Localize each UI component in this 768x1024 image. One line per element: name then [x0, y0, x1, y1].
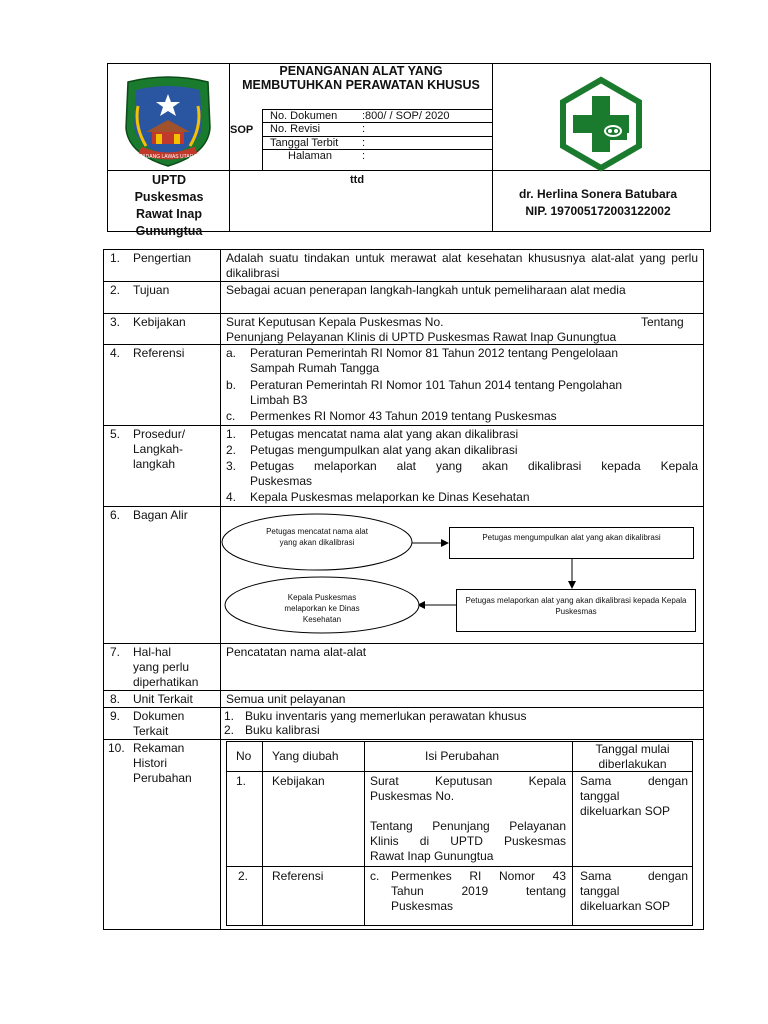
- unit-text: Semua unit pelayanan: [226, 692, 346, 706]
- history-row1-content-4: Klinis di UPTD Puskesmas: [370, 834, 566, 848]
- referensi-c-marker: c.: [226, 409, 236, 423]
- history-header-content: Isi Perubahan: [425, 749, 500, 763]
- prosedur-num: 5.: [110, 427, 121, 441]
- org-line-4: Gunungtua: [135, 224, 203, 238]
- referensi-c-line1: Permenkes RI Nomor 43 Tahun 2019 tentang Puskesmas: [250, 409, 557, 423]
- halhal-label-3: diperhatikan: [133, 675, 199, 689]
- prosedur-4-marker: 4.: [226, 490, 237, 504]
- history-row2-changed: Referensi: [272, 869, 324, 883]
- rekaman-label: [133, 741, 192, 786]
- halhal-label-2: yang perlu: [133, 660, 190, 674]
- revision-label: No. Revisi: [270, 123, 321, 135]
- rekaman-num: 10.: [108, 741, 125, 755]
- history-row1-date: [580, 774, 688, 819]
- ttd-label: ttd: [350, 174, 365, 186]
- tujuan-num: 2.: [110, 283, 121, 297]
- history-row1-no: 1.: [236, 774, 247, 788]
- doc-number-value: :800/ / SOP/ 2020: [362, 110, 450, 122]
- row-line-6: [103, 643, 704, 644]
- page-value: :: [362, 150, 366, 162]
- history-row2-date-3: dikeluarkan SOP: [580, 899, 671, 913]
- history-row1-changed: Kebijakan: [272, 774, 325, 788]
- org-line-2: Puskesmas: [134, 190, 204, 204]
- bagan-num: 6.: [110, 508, 121, 522]
- prosedur-3-text-2: Puskesmas: [250, 474, 313, 488]
- rekaman-label-3: Perubahan: [133, 771, 192, 785]
- bagan-label: Bagan Alir: [133, 508, 188, 522]
- prosedur-label-2: Langkah-: [133, 442, 184, 456]
- prosedur-label-3: langkah: [133, 457, 176, 471]
- kebijakan-text-b: Tentang: [641, 315, 684, 329]
- prosedur-2-text: Petugas mengumpulkan alat yang akan dikalibrasi: [250, 443, 518, 457]
- history-row1-date-3: dikeluarkan SOP: [580, 804, 671, 818]
- referensi-b-line1: Peraturan Pemerintah RI Nomor 101 Tahun 2014 tentang Pengolahan: [250, 378, 623, 392]
- halhal-text: Pencatatan nama alat-alat: [226, 645, 367, 659]
- history-row2-date-2: tanggal: [580, 884, 620, 898]
- org-name: [108, 172, 230, 240]
- history-vline-1: [262, 741, 263, 926]
- signer-name: dr. Herlina Sonera Batubara: [518, 187, 678, 201]
- header-meta-vline: [262, 109, 263, 170]
- history-row2-content-2: Tahun 2019 tentang: [391, 884, 566, 898]
- row-line-2: [103, 313, 704, 314]
- history-row1-content: [370, 774, 566, 864]
- kebijakan-num: 3.: [110, 315, 121, 329]
- kebijakan-text-a: Surat Keputusan Kepala Puskesmas No.: [226, 315, 444, 329]
- history-header-date-2: diberlakukan: [598, 757, 667, 771]
- pengertian-label: Pengertian: [133, 251, 192, 265]
- history-row1-content-3: Tentang Penunjang Pelayanan: [370, 819, 566, 833]
- flow-node-4: Kepala Puskesmas melaporkan ke Dinas Kesehatan: [284, 593, 360, 624]
- prosedur-label-1: Prosedur/: [133, 427, 186, 441]
- prosedur-1-text: Petugas mencatat nama alat yang akan dikalibrasi: [250, 427, 519, 441]
- tujuan-label: Tujuan: [133, 283, 170, 297]
- history-row2-date: [580, 869, 688, 914]
- referensi-a-line2: Sampah Rumah Tangga: [250, 361, 380, 375]
- history-header-date-1: Tanggal mulai: [595, 742, 670, 756]
- tujuan-text: Sebagai acuan penerapan langkah-langkah untuk pemeliharaan alat media: [226, 283, 626, 297]
- row-line-9: [103, 739, 704, 740]
- history-row2-date-1: Sama dengan: [580, 869, 688, 883]
- signature-block: [492, 186, 704, 220]
- history-hline-2: [226, 866, 693, 867]
- history-header-no: No: [236, 749, 252, 763]
- referensi-b-marker: b.: [226, 378, 237, 392]
- history-vline-2: [364, 741, 365, 926]
- referensi-b-line2: Limbah B3: [250, 393, 308, 407]
- dokumen-label-2: Terkait: [133, 724, 169, 738]
- unit-num: 8.: [110, 692, 121, 706]
- row-line-7: [103, 690, 704, 691]
- prosedur-3-text: Petugas melaporkan alat yang akan dikalibrasi kepada Kepala: [250, 459, 698, 473]
- prosedur-4-text: Kepala Puskesmas melaporkan ke Dinas Kesehatan: [250, 490, 530, 504]
- history-row1-date-1: Sama dengan: [580, 774, 688, 788]
- flow-node-2: Petugas mengumpulkan alat yang akan dikalibrasi: [449, 527, 694, 559]
- dokumen-num: 9.: [110, 709, 121, 723]
- doc-number-label: No. Dokumen: [270, 110, 338, 122]
- history-row2-content: [391, 869, 566, 914]
- prosedur-1-marker: 1.: [226, 427, 237, 441]
- rekaman-label-1: Rekaman: [133, 741, 185, 755]
- issue-date-label: Tanggal Terbit: [270, 137, 339, 149]
- kebijakan-text-c: Penunjang Pelayanan Klinis di UPTD Puskesmas Rawat Inap Gunungtua: [226, 330, 617, 344]
- halhal-label-1: Hal-hal: [133, 645, 172, 659]
- dokumen-2-marker: 2.: [224, 723, 235, 737]
- halhal-label: [133, 645, 198, 690]
- row-line-4: [103, 425, 704, 426]
- history-row1-content-1: Surat Keputusan Kepala: [370, 774, 566, 788]
- row-line-8: [103, 707, 704, 708]
- signer-nip: NIP. 197005172003122002: [525, 204, 671, 218]
- referensi-a-marker: a.: [226, 346, 237, 360]
- prosedur-2-marker: 2.: [226, 443, 237, 457]
- dokumen-label: [133, 709, 184, 739]
- halhal-num: 7.: [110, 645, 121, 659]
- referensi-label: Referensi: [133, 346, 185, 360]
- document-title: PENANGANAN ALAT YANG MEMBUTUHKAN PERAWATAN KHUSUS: [242, 64, 480, 92]
- history-row2-no: 2.: [238, 869, 249, 883]
- sop-label: SOP: [230, 124, 254, 136]
- history-row2-content-3: Puskesmas: [391, 899, 454, 913]
- history-row2-content-1: Permenkes RI Nomor 43: [391, 869, 566, 883]
- row-line-1: [103, 281, 704, 282]
- history-header-date: [572, 742, 693, 772]
- prosedur-3-marker: 3.: [226, 459, 237, 473]
- org-line-1: UPTD: [151, 173, 187, 187]
- puskesmas-logo: [553, 76, 649, 172]
- referensi-num: 4.: [110, 346, 121, 360]
- dokumen-1-marker: 1.: [224, 709, 235, 723]
- unit-label: Unit Terkait: [133, 692, 193, 706]
- history-row1-content-2: Puskesmas No.: [370, 789, 455, 803]
- flow-node-3: Petugas melaporkan alat yang akan dikalibrasi kepada Kepala Puskesmas: [456, 589, 696, 632]
- page-label: Halaman: [288, 150, 333, 162]
- pengertian-text: Adalah suatu tindakan untuk merawat alat kesehatan khususnya alat-alat yang perlu dikalibrasi: [226, 251, 698, 280]
- rekaman-label-2: Histori: [133, 756, 168, 770]
- history-row2-marker: c.: [370, 869, 380, 883]
- dokumen-label-1: Dokumen: [133, 709, 185, 723]
- dokumen-2-text: Buku kalibrasi: [245, 723, 320, 737]
- padang-lawas-utara-logo: [118, 76, 218, 170]
- pengertian-num: 1.: [110, 251, 121, 265]
- logo-banner-text: PADANG LAWAS UTARA: [139, 154, 197, 160]
- prosedur-label: [133, 427, 185, 472]
- referensi-a-line1: Peraturan Pemerintah RI Nomor 81 Tahun 2012 tentang Pengelolaan: [250, 346, 619, 360]
- dokumen-1-text: Buku inventaris yang memerlukan perawatan khusus: [245, 709, 527, 723]
- history-header-changed: Yang diubah: [272, 749, 339, 763]
- history-row1-content-5: Rawat Inap Gunungtua: [370, 849, 494, 863]
- revision-value: :: [362, 123, 366, 135]
- issue-date-value: :: [362, 137, 366, 149]
- org-line-3: Rawat Inap: [136, 207, 202, 221]
- flow-node-1: Petugas mencatat nama alat yang akan dikalibrasi: [266, 527, 368, 547]
- history-row1-date-2: tanggal: [580, 789, 620, 803]
- kebijakan-label: Kebijakan: [133, 315, 186, 329]
